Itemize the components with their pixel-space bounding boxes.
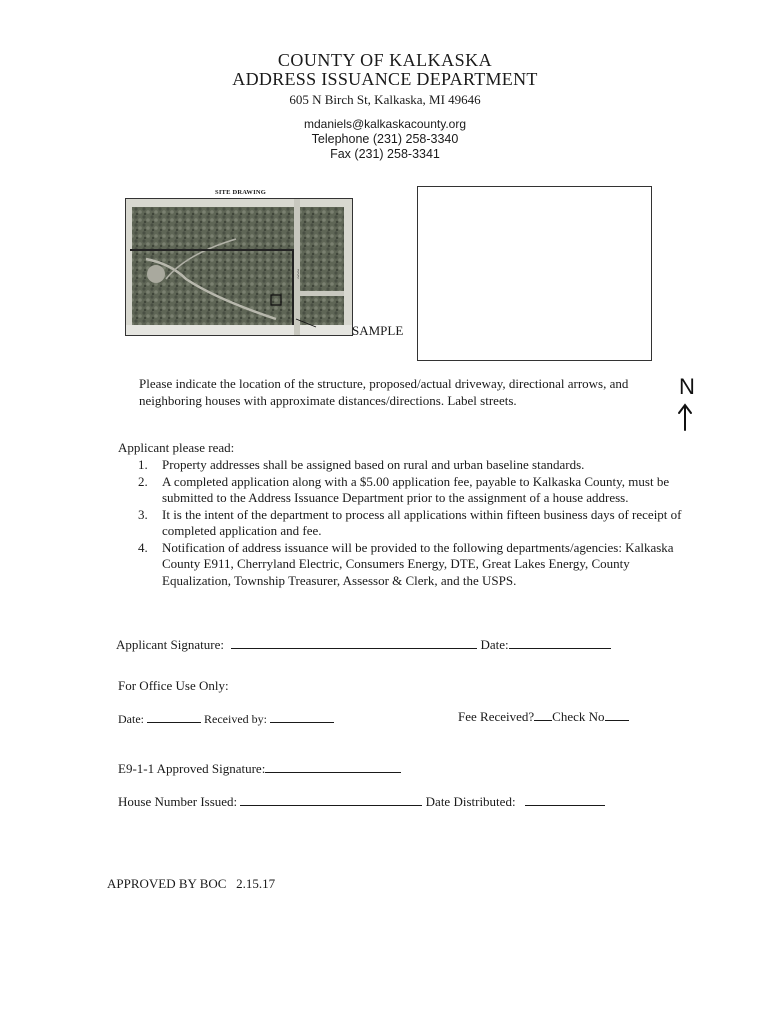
house-number-row <box>118 794 605 810</box>
list-item-text: Notification of address issuance will be provided to the following departments/agencies: Kalkaska County E911, Cherryland Electric, Consumers Energy, DTE, Great Lakes Energy, County Equalization, Township Treasurer, Assessor & Clerk, and the USPS. <box>162 539 674 588</box>
fax-number: Fax (231) 258-3341 <box>330 147 440 161</box>
office-date-label: Date: <box>118 712 144 726</box>
check-no-field[interactable] <box>605 709 629 721</box>
list-item-number: 3. <box>138 506 148 522</box>
list-item-text: It is the intent of the department to process all applications within fifteen business days of receipt of completed application and fee. <box>162 506 682 538</box>
list-item-text: Property addresses shall be assigned based on rural and urban baseline standards. <box>162 457 585 472</box>
office-date-received-row <box>118 711 334 727</box>
north-arrow-icon <box>676 372 698 439</box>
list-item <box>138 474 698 507</box>
instructions-paragraph: Please indicate the location of the structure, proposed/actual driveway, directional arrows, and neighboring houses with approximate distances/directions. Label streets. <box>139 376 629 408</box>
approved-by-boc: APPROVED BY BOC 2.15.17 <box>107 876 276 891</box>
office-date-field[interactable] <box>147 711 201 723</box>
list-item-number: 4. <box>138 539 148 555</box>
list-item-text: A completed application along with a $5.00 application fee, payable to Kalkaska County, must be submitted to the Address Issuance Department prior to the assignment of a house address. <box>162 473 670 505</box>
signature-date-field[interactable] <box>509 637 611 649</box>
list-item-number: 2. <box>138 473 148 489</box>
sample-label: SAMPLE <box>352 323 404 338</box>
applicant-rules-list <box>138 457 698 589</box>
drawing-area-box[interactable] <box>417 186 652 361</box>
e911-signature-label: E9-1-1 Approved Signature: <box>118 761 266 776</box>
list-item-number: 1. <box>138 457 148 472</box>
applicant-read-heading: Applicant please read: <box>118 440 235 455</box>
north-marker-text: N <box>679 374 695 399</box>
house-number-label: House Number Issued: <box>118 794 238 809</box>
e911-signature-field[interactable] <box>265 761 401 773</box>
received-by-label: Received by: <box>204 712 267 726</box>
office-use-heading: For Office Use Only: <box>118 678 229 693</box>
applicant-signature-row <box>116 637 611 653</box>
street-address: 605 N Birch St, Kalkaska, MI 49646 <box>289 92 481 107</box>
list-item <box>138 457 698 474</box>
site-drawing-sample-image <box>125 198 353 336</box>
list-item <box>138 540 698 590</box>
received-by-field[interactable] <box>270 711 334 723</box>
county-title: COUNTY OF KALKASKA <box>277 50 493 70</box>
site-drawing-label: SITE DRAWING <box>215 189 266 196</box>
fee-received-field[interactable] <box>534 709 552 721</box>
applicant-signature-field[interactable] <box>231 637 477 649</box>
signature-date-label: Date: <box>480 637 509 652</box>
applicant-signature-label: Applicant Signature: <box>116 637 224 652</box>
check-no-label: Check No <box>552 709 605 724</box>
list-item <box>138 507 698 540</box>
fee-received-label: Fee Received? <box>458 709 535 724</box>
svg-text:~~~: ~~~ <box>294 269 300 279</box>
e911-signature-row <box>118 761 401 777</box>
fee-received-row <box>458 709 629 725</box>
house-number-field[interactable] <box>240 794 422 806</box>
date-distributed-field[interactable] <box>525 794 605 806</box>
department-title: ADDRESS ISSUANCE DEPARTMENT <box>232 69 538 89</box>
email-address: mdaniels@kalkaskacounty.org <box>303 117 467 131</box>
date-distributed-label: Date Distributed: <box>425 794 516 809</box>
telephone-number: Telephone (231) 258-3340 <box>311 132 459 146</box>
